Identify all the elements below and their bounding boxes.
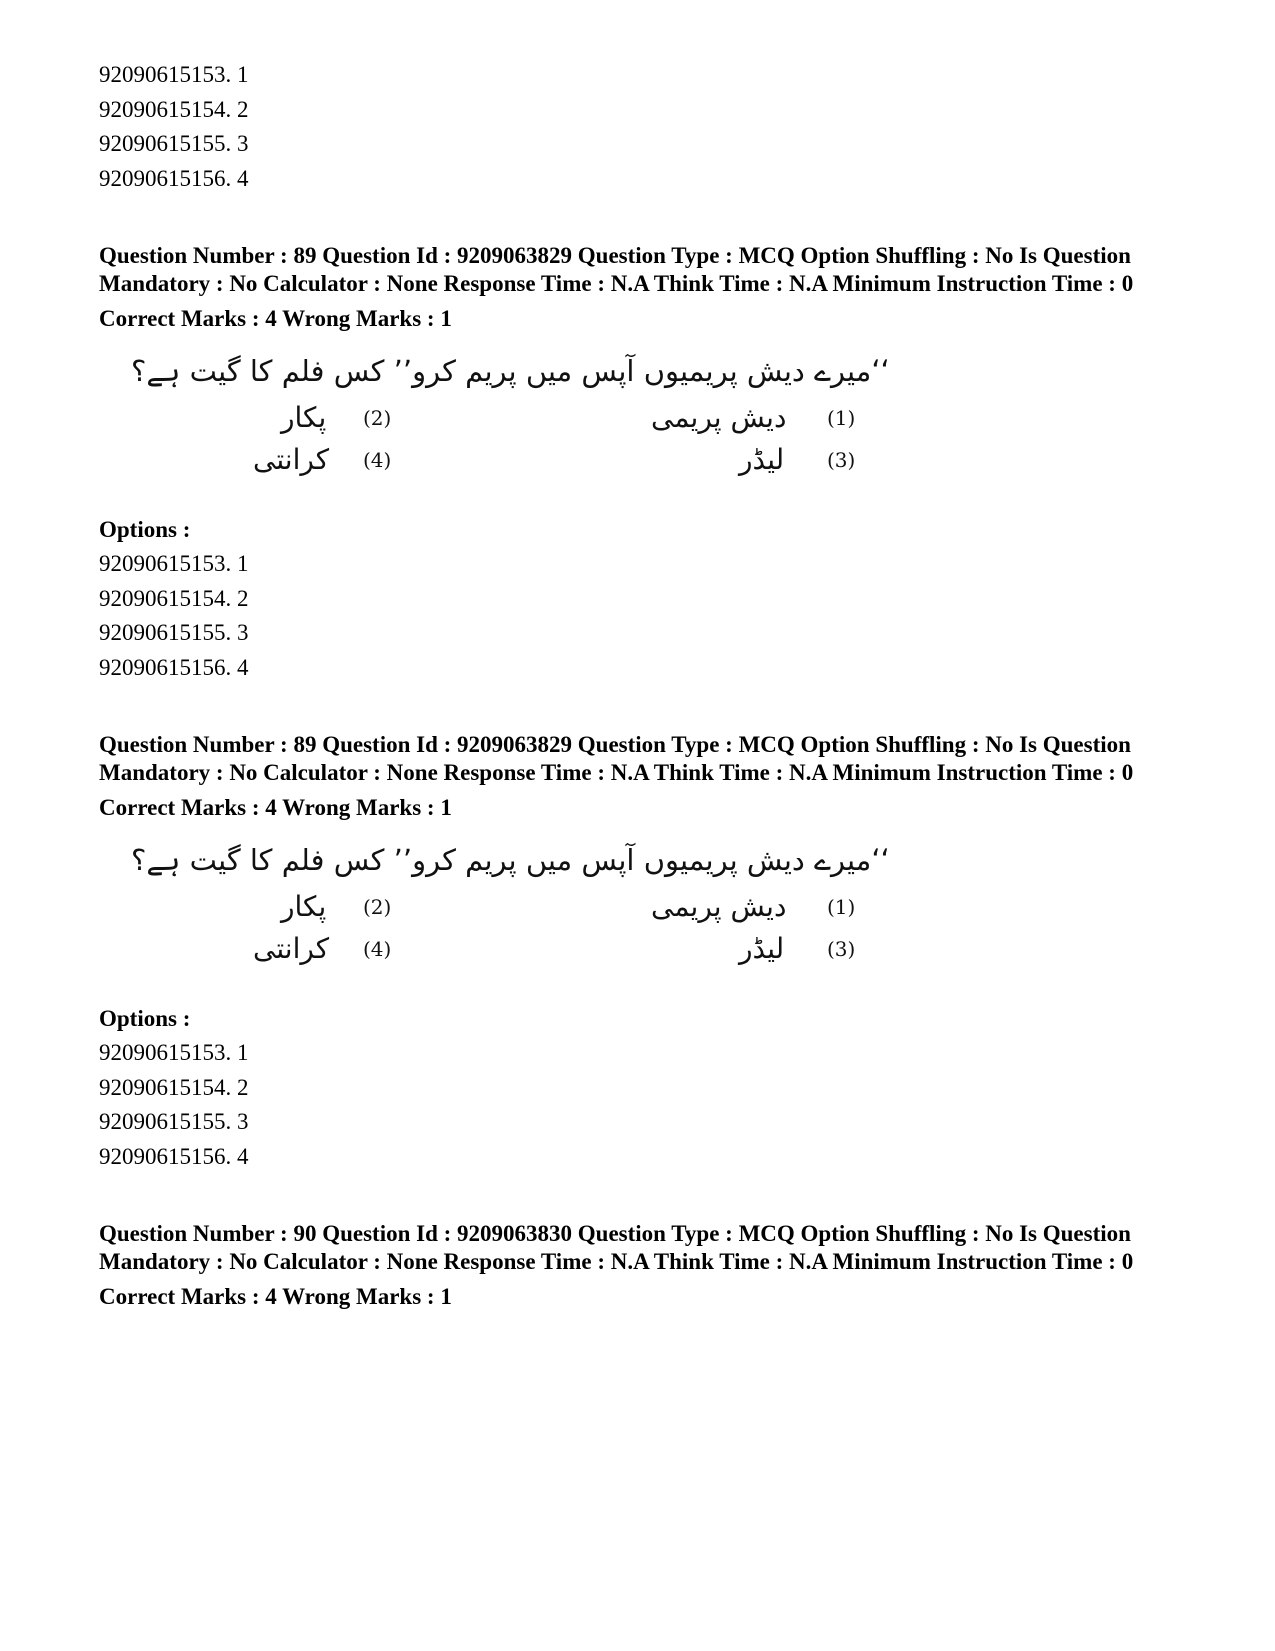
choice-2-text: پکار — [281, 890, 327, 923]
choice-3-number: (3) — [827, 937, 856, 961]
question-header: Question Number : 90 Question Id : 9209063830 Question Type : MCQ Option Shuffling : No Is Question Mandatory : No Calculator : None Response Time : N.A Think Time : N.A Minimum Instruction Time : 0 — [99, 1221, 1134, 1274]
option-line: 92090615156. 4 — [99, 654, 249, 680]
option-line: 92090615153. 1 — [99, 62, 249, 87]
option-line: 92090615154. 2 — [99, 96, 249, 122]
choice-3-number: (3) — [827, 448, 856, 472]
question-body — [111, 840, 911, 980]
question-block — [99, 731, 1179, 1174]
choice-4-text: کرانتی — [253, 932, 330, 965]
choice-4-number: (4) — [363, 448, 392, 472]
options-label: Options : — [99, 517, 191, 542]
question-marks: Correct Marks : 4 Wrong Marks : 1 — [99, 306, 452, 331]
option-line: 92090615156. 4 — [99, 165, 249, 191]
choice-4-number: (4) — [363, 937, 392, 961]
choice-1-number: (1) — [827, 895, 856, 919]
previous-options-list — [99, 58, 1179, 196]
choice-1-text: دیش پریمی — [651, 890, 787, 923]
option-line: 92090615156. 4 — [99, 1143, 249, 1169]
question-body — [111, 351, 911, 491]
question-text: ‘‘میرے دیش پریمیوں آپس میں پریم کرو’’ کس فلم کا گیت ہے؟ — [131, 354, 890, 388]
choice-1-text: دیش پریمی — [651, 401, 787, 434]
option-line: 92090615154. 2 — [99, 1074, 249, 1100]
choice-1-number: (1) — [827, 406, 856, 430]
option-line: 92090615154. 2 — [99, 585, 249, 611]
option-line: 92090615153. 1 — [99, 1040, 249, 1065]
option-line: 92090615155. 3 — [99, 1109, 249, 1134]
question-header: Question Number : 89 Question Id : 9209063829 Question Type : MCQ Option Shuffling : No Is Question Mandatory : No Calculator : None Response Time : N.A Think Time : N.A Minimum Instruction Time : 0 — [99, 243, 1134, 296]
question-marks: Correct Marks : 4 Wrong Marks : 1 — [99, 1284, 452, 1309]
choice-2-number: (2) — [363, 895, 392, 919]
option-line: 92090615155. 3 — [99, 131, 249, 156]
choice-3-text: لیڈر — [739, 932, 785, 965]
question-text: ‘‘میرے دیش پریمیوں آپس میں پریم کرو’’ کس فلم کا گیت ہے؟ — [131, 843, 890, 877]
question-block — [99, 1220, 1179, 1311]
choice-2-text: پکار — [281, 401, 327, 434]
choice-2-number: (2) — [363, 406, 392, 430]
choice-3-text: لیڈر — [739, 443, 785, 476]
question-header: Question Number : 89 Question Id : 9209063829 Question Type : MCQ Option Shuffling : No Is Question Mandatory : No Calculator : None Response Time : N.A Think Time : N.A Minimum Instruction Time : 0 — [99, 732, 1134, 785]
option-line: 92090615155. 3 — [99, 620, 249, 645]
document-page — [99, 58, 1179, 1311]
options-label: Options : — [99, 1006, 191, 1031]
question-block — [99, 242, 1179, 685]
option-line: 92090615153. 1 — [99, 551, 249, 576]
question-marks: Correct Marks : 4 Wrong Marks : 1 — [99, 795, 452, 820]
choice-4-text: کرانتی — [253, 443, 330, 476]
